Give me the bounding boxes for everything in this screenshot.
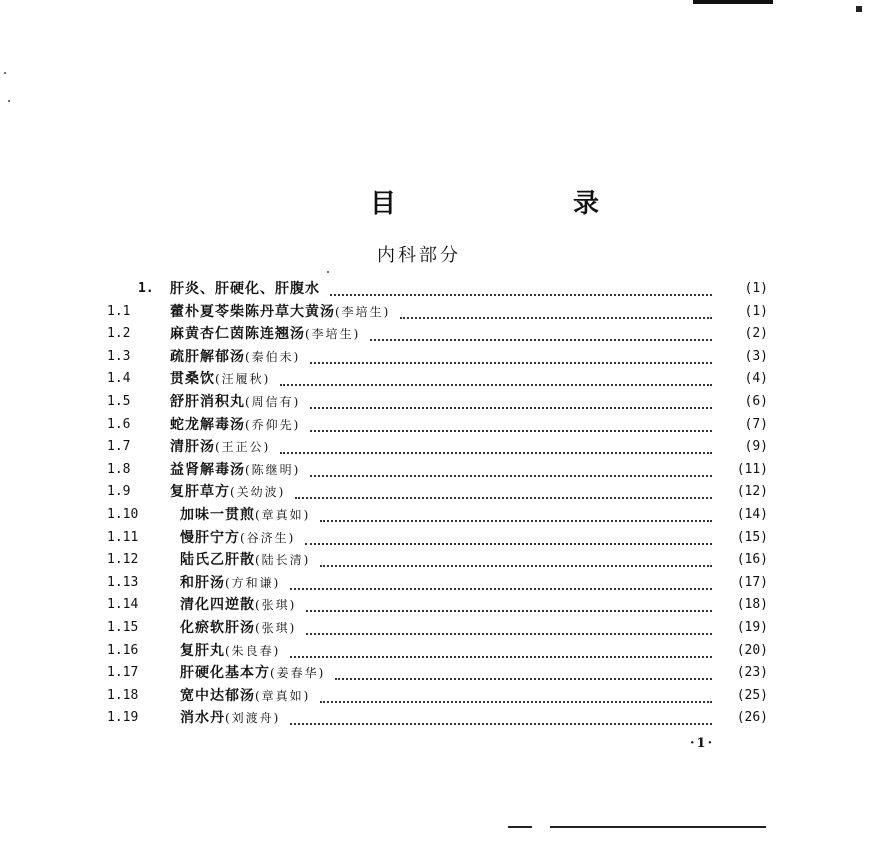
toc-entry-author: (朱良春) <box>225 643 281 658</box>
toc-entry-author: (张琪) <box>255 621 297 635</box>
toc-leader-dots <box>400 295 712 319</box>
toc-entry-title-text: 疏肝解郁汤 <box>170 348 245 365</box>
toc-entry-page: (7) <box>744 416 768 432</box>
toc-entry-title <box>180 594 296 616</box>
toc-entry-page: (6) <box>744 394 768 409</box>
toc-entry-page: (2) <box>744 326 768 342</box>
toc-entry-title-text: 清化四逆散 <box>180 597 255 614</box>
toc-entry-page: (14) <box>736 507 768 522</box>
toc-entry-title-text: 陆氏乙肝散 <box>180 552 255 569</box>
toc-entry-title <box>170 301 390 323</box>
toc-entry-title <box>170 436 270 458</box>
toc-entry-title <box>180 504 310 526</box>
toc-entry-page: (4) <box>744 371 768 387</box>
toc-entry-title-text: 慢肝宁方 <box>180 529 240 546</box>
toc-entry-author: (李培生) <box>305 327 361 342</box>
toc-entry-author: (陆长清) <box>255 553 311 568</box>
toc-entry-title-text: 肝硬化基本方 <box>180 665 270 682</box>
toc-entry-number: 1.18 <box>107 687 139 703</box>
toc-entry-title-text: 舒肝消积丸 <box>170 394 245 410</box>
toc-entry-author: (章真如) <box>255 508 311 522</box>
toc-entry-author: (谷济生) <box>240 530 296 545</box>
page-title: 目 录 <box>370 189 684 219</box>
toc-leader-dots <box>310 385 712 409</box>
toc-leader-dots <box>330 272 712 296</box>
toc-entry-number: 1.11 <box>107 529 139 545</box>
toc-entry-number: 1.14 <box>107 597 139 613</box>
toc-entry-page: (15) <box>736 529 768 545</box>
toc-leader-dots <box>310 408 712 432</box>
toc-leader-dots <box>310 340 712 364</box>
top-edge-rule <box>693 0 773 4</box>
toc-entry-page: (23) <box>736 665 768 681</box>
footer-rule <box>550 826 766 828</box>
toc-entry-page: (25) <box>736 687 768 703</box>
toc-entry-title <box>170 459 300 481</box>
toc-entry-number: 1.13 <box>107 574 139 590</box>
toc-entry-title-text: 化瘀软肝汤 <box>180 620 255 636</box>
toc-entry-title-text: 麻黄杏仁茵陈连翘汤 <box>170 326 305 343</box>
toc-entry-author: (关幼波) <box>230 485 286 500</box>
section-heading: 内科部分 <box>377 245 461 266</box>
toc-leader-dots <box>320 543 712 567</box>
toc-entry-title <box>180 640 280 662</box>
toc-entry-number: 1.3 <box>107 348 131 364</box>
toc-entry-title-text: 清肝汤 <box>170 439 215 456</box>
toc-entry-number: 1.12 <box>107 552 139 568</box>
toc-entry-number: 1.2 <box>107 326 131 342</box>
toc-entry-author: (李培生) <box>335 304 391 319</box>
toc-entry-page: (11) <box>736 461 768 477</box>
toc-entry-page: (16) <box>736 552 768 568</box>
toc-entry-title-text: 益肾解毒汤 <box>170 461 245 478</box>
toc-entry-page: (20) <box>736 642 768 658</box>
toc-entry-number: 1.6 <box>107 416 131 432</box>
toc-leader-dots <box>305 521 712 545</box>
toc-entry-author: (姜春华) <box>270 666 326 681</box>
toc-entry-title-text: 蛇龙解毒汤 <box>170 416 245 433</box>
toc-entry-number: 1.4 <box>107 371 131 387</box>
toc-leader-dots <box>306 611 712 635</box>
toc-entry-page: (1) <box>744 303 768 319</box>
toc-entry-page: (1) <box>744 281 768 296</box>
toc-leader-dots <box>306 588 712 612</box>
toc-entry-author: (秦伯未) <box>245 349 301 364</box>
toc-leader-dots <box>280 362 712 386</box>
toc-entry-title-text: 复肝草方 <box>170 484 230 501</box>
toc-entry-number: 1.17 <box>107 665 139 681</box>
toc-entry-title-text: 藿朴夏苓柴陈丹草大黄汤 <box>170 303 335 320</box>
toc-leader-dots <box>320 679 712 703</box>
toc-entry-page: (3) <box>744 348 768 364</box>
toc-leader-dots <box>290 701 712 725</box>
toc-entry-author: (张琪) <box>255 598 297 613</box>
scan-speck <box>4 72 6 74</box>
toc-entry-title-text: 复肝丸 <box>180 642 225 659</box>
toc-leader-dots <box>280 430 712 454</box>
toc-entry-title <box>180 662 325 684</box>
toc-entry-author: (陈继明) <box>245 462 301 477</box>
toc-entry-title-text: 加味一贯煎 <box>180 507 255 523</box>
toc-entry-title-text: 宽中达郁汤 <box>180 687 255 704</box>
toc-entry-title <box>180 617 296 639</box>
toc-entry-author: (刘渡舟) <box>225 711 281 726</box>
toc-entry-title-text: 贯桑饮 <box>170 371 215 388</box>
toc-entry-author: (方和谦) <box>225 575 281 590</box>
scan-speck <box>327 271 329 273</box>
toc-entry-number: 1.10 <box>107 507 139 522</box>
toc-entry-title <box>170 481 285 503</box>
footer-rule <box>508 826 532 828</box>
toc-entry-number: 1.16 <box>107 642 139 658</box>
toc-entry-title-text: 消水丹 <box>180 710 225 727</box>
toc-leader-dots <box>370 317 712 341</box>
toc-entry-number: 1.1 <box>107 303 131 319</box>
toc-entry-number: 1.9 <box>107 484 131 500</box>
toc-leader-dots <box>320 498 712 522</box>
toc-leader-dots <box>335 656 712 680</box>
toc-entry-page: (18) <box>736 597 768 613</box>
toc-entry-number: 1.7 <box>107 439 131 455</box>
toc-entry-title <box>180 572 280 594</box>
toc-entry-number: 1.8 <box>107 461 131 477</box>
toc-entry-author: (周信有) <box>245 395 301 409</box>
toc-entry-page: (12) <box>736 484 768 500</box>
toc-entry-number: 1. <box>138 281 154 296</box>
toc-leader-dots <box>290 634 712 658</box>
toc-entry-page: (17) <box>736 574 768 590</box>
toc-entry-page: (19) <box>736 620 768 635</box>
toc-entry-number: 1.5 <box>107 394 131 409</box>
toc-entry-title <box>170 391 300 413</box>
toc-entry-title-text: 肝炎、肝硬化、肝腹水 <box>170 281 320 297</box>
toc-entry-author: (王正公) <box>215 440 271 455</box>
toc-entry-author: (乔仰先) <box>245 417 301 432</box>
toc-entry-number: 1.19 <box>107 710 139 726</box>
scan-speck <box>8 100 10 102</box>
toc-entry-title <box>170 368 270 390</box>
corner-mark <box>856 6 862 12</box>
toc-entry-title-text: 和肝汤 <box>180 574 225 591</box>
page-number: ·1· <box>690 736 715 751</box>
toc-entry <box>0 707 870 729</box>
toc-leader-dots <box>290 566 712 590</box>
toc-entry-page: (9) <box>744 439 768 455</box>
toc-entry-title <box>180 527 295 549</box>
toc-entry-page: (26) <box>736 710 768 726</box>
toc-entry-author: (章真如) <box>255 688 311 703</box>
toc-leader-dots <box>295 475 712 499</box>
toc-entry-title <box>170 278 320 300</box>
toc-entry-title <box>180 707 280 729</box>
toc-leader-dots <box>310 453 712 477</box>
toc-entry-author: (汪履秋) <box>215 372 271 387</box>
toc-entry-number: 1.15 <box>107 620 139 635</box>
